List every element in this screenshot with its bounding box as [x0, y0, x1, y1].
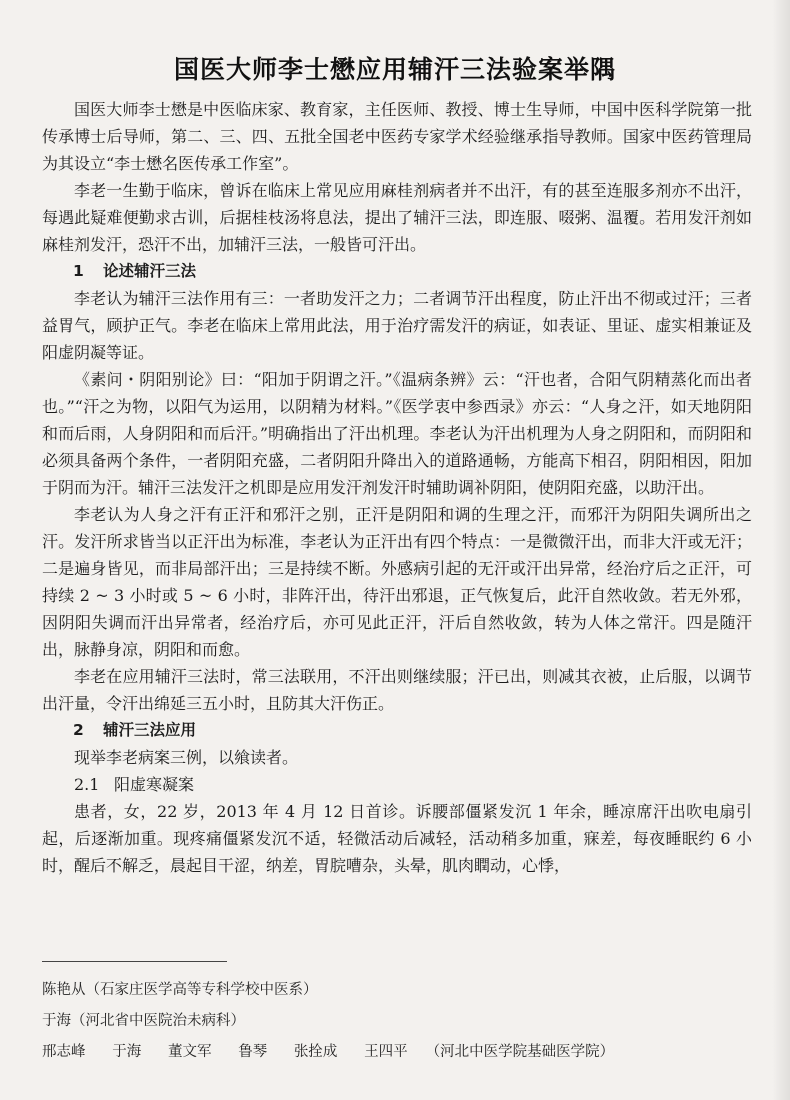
article-title: 国医大师李士懋应用辅汗三法验案举隅 [173, 55, 616, 84]
author-affiliation: （河北中医学院基础医学院） [425, 1044, 615, 1060]
section-heading-1 [42, 258, 752, 285]
author-name: 张拴成 [293, 1044, 338, 1060]
author-name: 王四平 [364, 1044, 408, 1060]
subsection-number: 2.1 [74, 775, 100, 794]
author-line-1: 陈艳从（石家庄医学高等专科学校中医系） [42, 982, 318, 998]
section-heading-text: 论述辅汗三法 [103, 262, 197, 280]
author-name: 于海 [112, 1044, 142, 1060]
author-footnotes [42, 975, 752, 1068]
article-body [42, 96, 752, 879]
section-number: 2 [73, 721, 84, 739]
author-line-3 [42, 1037, 752, 1068]
case-paragraph: 患者，女，22 岁，2013 年 4 月 12 日首诊。诉腰部僵紧发沉 1 年余，睡凉席汗出吹电扇引起，后逐渐加重。现疼痛僵紧发沉不适，轻微活动后减轻，活动稍多加重，寐差，每夜睡眠约 6 小时，醒后不解乏，晨起目干涩，纳差，胃脘嘈杂，头晕，肌肉瞤动，心悸， [42, 802, 752, 875]
section-heading-text: 辅汗三法应用 [103, 721, 197, 739]
subsection-heading-2-1 [42, 771, 752, 798]
section-heading-2 [42, 717, 752, 744]
footnote-divider [42, 961, 227, 962]
intro-paragraph: 国医大师李士懋是中医临床家、教育家，主任医师、教授、博士生导师，中国中医科学院第一批传承博士后导师，第二、三、四、五批全国老中医药专家学术经验继承指导教师。国家中医药管理局为其设立“李士懋名医传承工作室”。 [42, 100, 752, 173]
author-name: 邢志峰 [42, 1044, 86, 1060]
paragraph: 李老一生勤于临床，曾诉在临床上常见应用麻桂剂病者并不出汗，有的甚至连服多剂亦不出汗，每遇此疑难便勤求古训，后据桂枝汤将息法，提出了辅汗三法，即连服、啜粥、温覆。若用发汗剂如麻桂剂发汗，恐汗不出，加辅汗三法，一般皆可汗出。 [42, 181, 752, 254]
paragraph: 李老在应用辅汗三法时，常三法联用，不汗出则继续服；汗已出，则减其衣被，止后服，以调节出汗量，令汗出绵延三五小时，且防其大汗伤正。 [42, 667, 752, 713]
paragraph: 现举李老病案三例，以飨读者。 [74, 748, 299, 767]
section-number: 1 [73, 262, 84, 280]
subsection-heading-text: 阳虚寒凝案 [114, 775, 195, 794]
author-name: 董文军 [167, 1044, 212, 1060]
author-line-2: 于海（河北省中医院治未病科） [42, 1013, 245, 1029]
author-name: 鲁琴 [238, 1044, 268, 1060]
paragraph: 《素问・阴阳别论》曰：“阳加于阴谓之汗。”《温病条辨》云：“汗也者，合阳气阴精蒸化而出者也。”“汗之为物，以阳气为运用，以阴精为材料。”《医学衷中参西录》亦云：“人身之汗，如天地阴阳和而后雨，人身阴阳和而后汗。”明确指出了汗出机理。李老认为汗出机理为人身之阴阳和，而阴阳和必须具备两个条件，一者阴阳充盛，二者阴阳升降出入的道路通畅，方能高下相召，阴阳相因，阳加于阴而为汗。辅汗三法发汗之机即是应用发汗剂发汗时辅助调补阴阳，使阴阳充盛，以助汗出。 [42, 370, 752, 497]
paragraph: 李老认为人身之汗有正汗和邪汗之别，正汗是阴阳和调的生理之汗，而邪汗为阴阳失调所出之汗。发汗所求皆当以正汗出为标准，李老认为正汗出有四个特点：一是微微汗出，而非大汗或无汗；二是遍身皆见，而非局部汗出；三是持续不断。外感病引起的无汗或汗出异常，经治疗后之正汗，可持续 2 ~ 3 小时或 5 ~ 6 小时，非阵汗出，待汗出邪退，正气恢复后，此汗自然收敛。若无外邪，因阴阳失调而汗出异常者，经治疗后，亦可见此正汗，汗后自然收敛，转为人体之常汗。四是随汗出，脉静身凉，阴阳和而愈。 [42, 505, 752, 659]
paragraph: 李老认为辅汗三法作用有三：一者助发汗之力；二者调节汗出程度，防止汗出不彻或过汗；三者益胃气，顾护正气。李老在临床上常用此法，用于治疗需发汗的病证，如表证、里证、虚实相兼证及阳虚阴凝等证。 [42, 289, 752, 362]
page-edge-shadow [772, 0, 790, 1100]
